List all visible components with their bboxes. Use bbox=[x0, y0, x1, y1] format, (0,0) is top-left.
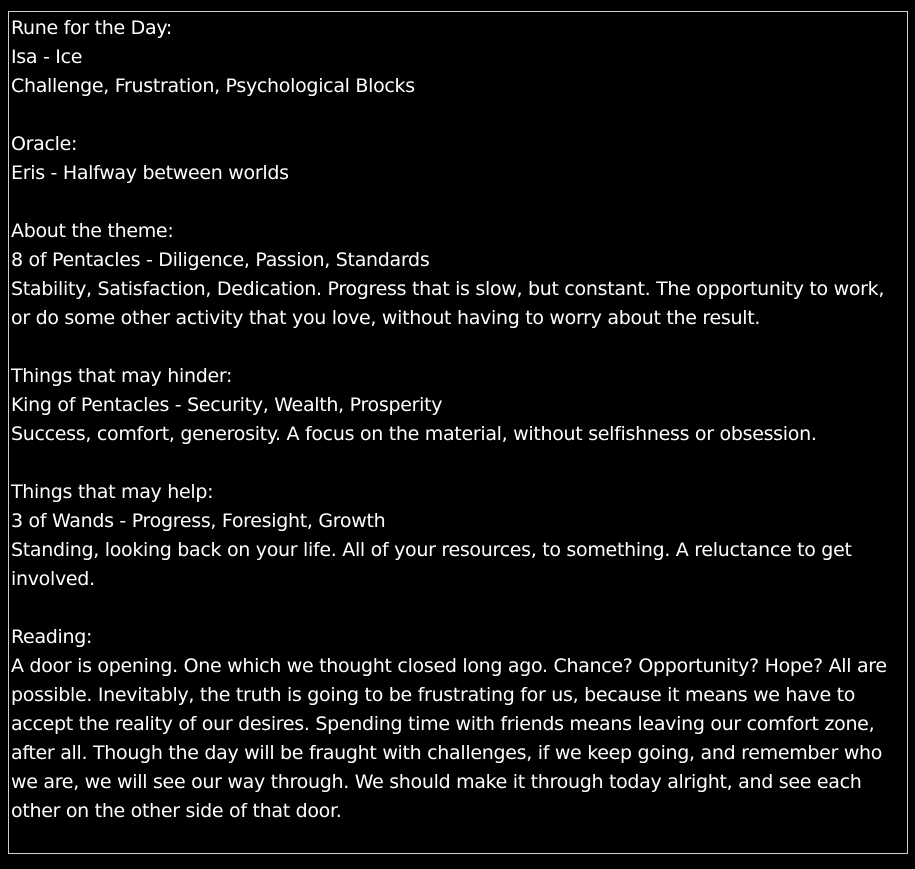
help-card: 3 of Wands - Progress, Foresight, Growth bbox=[11, 510, 386, 532]
rune-keywords: Challenge, Frustration, Psychological Blocks bbox=[11, 75, 415, 97]
reading-section bbox=[11, 623, 907, 826]
oracle-heading: Oracle: bbox=[11, 133, 78, 155]
reading-text: A door is opening. One which we thought closed long ago. Chance? Opportunity? Hope? All are possible. Inevitably, the truth is going to be frustrating for us, because it means we have to accept the reality of our desires. Spending time with friends means leaving our comfort zone, after all. Though the day will be fraught with challenges, if we keep going, and remember who we are, we will see our way through. We should make it through today alright, and see each other on the other side of that door. bbox=[11, 655, 887, 822]
oracle-section bbox=[11, 130, 907, 188]
oracle-name: Eris - Halfway between worlds bbox=[11, 162, 289, 184]
hinder-heading: Things that may hinder: bbox=[11, 365, 233, 387]
theme-description: Stability, Satisfaction, Dedication. Progress that is slow, but constant. The opportunity to work, or do some other activity that you love, without having to worry about the result. bbox=[11, 278, 885, 329]
hinder-description: Success, comfort, generosity. A focus on the material, without selfishness or obsession. bbox=[11, 423, 817, 445]
theme-card: 8 of Pentacles - Diligence, Passion, Standards bbox=[11, 249, 430, 271]
theme-section bbox=[11, 217, 907, 333]
hinder-card: King of Pentacles - Security, Wealth, Prosperity bbox=[11, 394, 443, 416]
text-box bbox=[8, 11, 908, 854]
rune-name: Isa - Ice bbox=[11, 46, 83, 68]
rune-heading: Rune for the Day: bbox=[11, 17, 172, 39]
rune-section bbox=[11, 14, 907, 101]
hinder-section bbox=[11, 362, 907, 449]
help-section bbox=[11, 478, 907, 594]
reading-content bbox=[11, 14, 907, 855]
help-description: Standing, looking back on your life. All of your resources, to something. A reluctance to get involved. bbox=[11, 539, 852, 590]
theme-heading: About the theme: bbox=[11, 220, 174, 242]
reading-heading: Reading: bbox=[11, 626, 93, 648]
help-heading: Things that may help: bbox=[11, 481, 214, 503]
